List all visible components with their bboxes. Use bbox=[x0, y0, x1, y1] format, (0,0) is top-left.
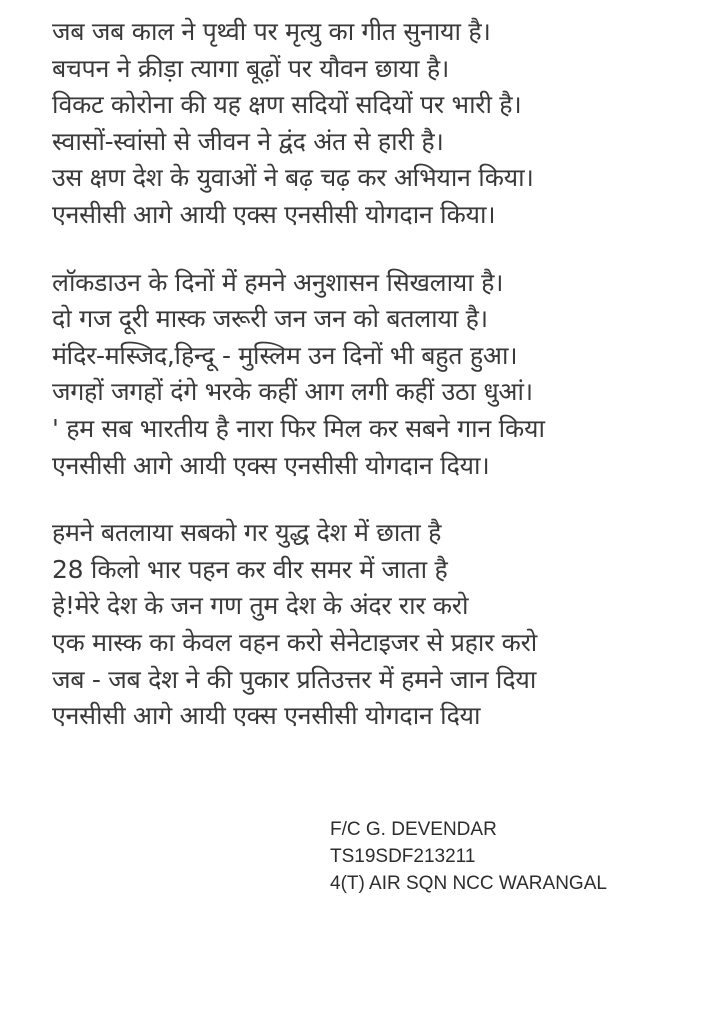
stanza-3 bbox=[52, 515, 712, 735]
poem-line: बचपन ने क्रीड़ा त्यागा बूढ़ों पर यौवन छाया है। bbox=[52, 53, 450, 83]
poem-line: लॉकडाउन के दिनों में हमने अनुशासन सिखलाया है। bbox=[52, 267, 504, 297]
poem-line: ' हम सब भारतीय है नारा फिर मिल कर सबने गान किया bbox=[52, 413, 545, 443]
poem-line: एक मास्क का केवल वहन करो सेनेटाइजर से प्रहार करो bbox=[52, 627, 537, 657]
poem-line: हमने बतलाया सबको गर युद्ध देश में छाता है bbox=[52, 518, 442, 548]
poem-line: दो गज दूरी मास्क जरूरी जन जन को बतलाया है। bbox=[52, 304, 488, 334]
stanza-2 bbox=[52, 265, 712, 485]
signature-block bbox=[330, 816, 607, 897]
poem-line: उस क्षण देश के युवाओं ने बढ़ चढ़ कर अभियान किया। bbox=[52, 163, 534, 193]
poem bbox=[52, 14, 712, 766]
regimental-number: TS19SDF213211 bbox=[330, 846, 476, 867]
unit-name: 4(T) AIR SQN NCC WARANGAL bbox=[330, 873, 607, 894]
poem-line: जब - जब देश ने की पुकार प्रतिउत्तर में हमने जान दिया bbox=[52, 664, 537, 694]
poem-line: 28 किलो भार पहन कर वीर समर में जाता है bbox=[52, 554, 448, 584]
poem-line: एनसीसी आगे आयी एक्स एनसीसी योगदान दिया। bbox=[52, 450, 490, 480]
stanza-1 bbox=[52, 14, 712, 234]
poem-line: एनसीसी आगे आयी एक्स एनसीसी योगदान दिया bbox=[52, 701, 481, 731]
poem-line: मंदिर-मस्जिद,हिन्दू - मुस्लिम उन दिनों भी बहुत हुआ। bbox=[52, 340, 518, 370]
author-name: F/C G. DEVENDAR bbox=[330, 819, 497, 840]
poem-line: जब जब काल ने पृथ्वी पर मृत्यु का गीत सुनाया है। bbox=[52, 17, 491, 46]
poem-line: हे!मेरे देश के जन गण तुम देश के अंदर रार करो bbox=[52, 591, 469, 621]
poem-line: विकट कोरोना की यह क्षण सदियों सदियों पर भारी है। bbox=[52, 90, 522, 120]
poem-line: स्वासों-स्वांसो से जीवन ने द्वंद अंत से हारी है। bbox=[52, 126, 444, 156]
poem-line: जगहों जगहों दंगे भरके कहीं आग लगी कहीं उठा धुआं। bbox=[52, 377, 533, 407]
poem-line: एनसीसी आगे आयी एक्स एनसीसी योगदान किया। bbox=[52, 199, 496, 229]
